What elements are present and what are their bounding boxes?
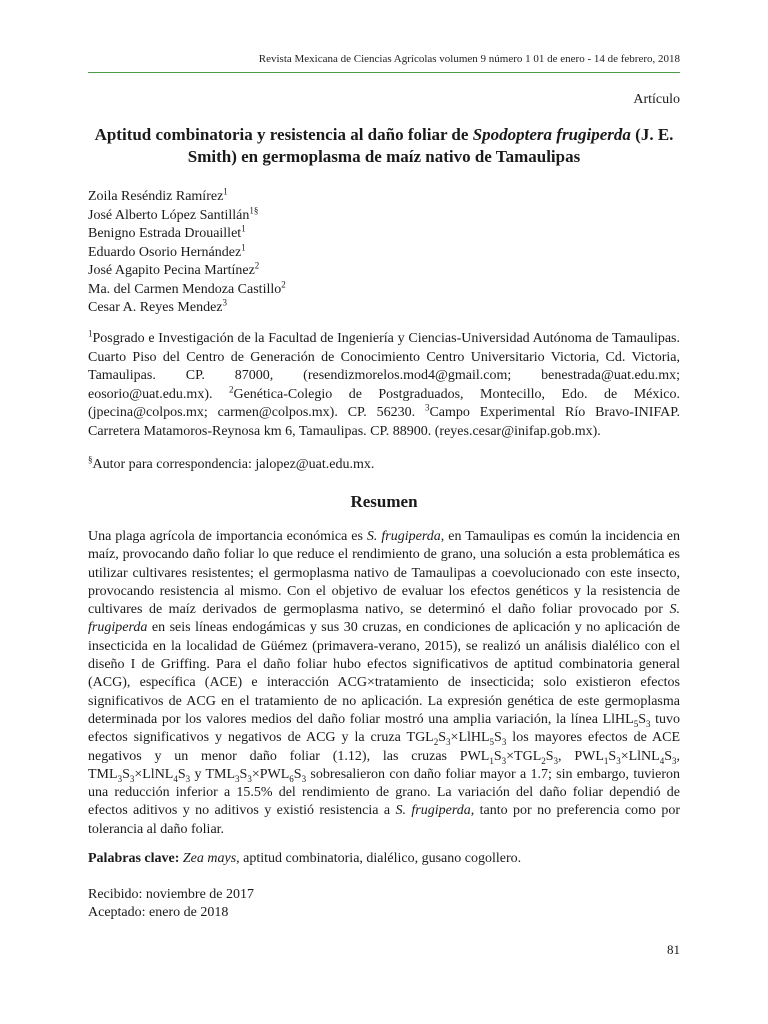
author: José Agapito Pecina Martínez$^2$ <box>88 260 260 278</box>
affiliations: $^1$Posgrado e Investigación de la Facultad de Ingeniería y Ciencias-Universidad Autónoma de Tamaulipas. Cuarto Piso del Centro de Generación de Conocimiento Centro Universitario Victoria, Cd. Victoria, Tamaulipas. CP. 87000, (resendizmorelos.mod4@gmail.com; benestrada@uat.edu.mx; eosorio@uat.edu.mx). $^2$Genética-Colegio de Postgraduados, Montecillo, Edo. de México. (jpecina@colpos.mx; carmen@colpos.mx). CP. 56230. $^3$Campo Experimental Río Bravo-INIFAP. Carretera Matamoros-Reynosa km 6, Tamaulipas. CP. 88900. (reyes.cesar@inifap.gob.mx). <box>88 328 680 439</box>
author: José Alberto López Santillán$^{1\S}$ <box>88 204 259 223</box>
title-part-1: Aptitud combinatoria y resistencia al daño foliar de <box>94 125 473 144</box>
header-rule <box>88 72 680 73</box>
title-species: Spodoptera frugiperda <box>472 125 631 144</box>
author: Benigno Estrada Drouaillet$^1$ <box>88 223 246 241</box>
author: Eduardo Osorio Hernández$^1$ <box>88 241 246 260</box>
received-date: Recibido: noviembre de 2017 <box>88 887 255 902</box>
abstract-body: Una plaga agrícola de importancia económica es S. frugiperda, en Tamaulipas es común la incidencia en maíz, provocando daño foliar lo que reduce el rendimiento de grano, una solución a esta problemática es utilizar cultivares resistentes; el germoplasma nativo de Tamaulipas a coevolucionado con este insecto, provocando resistencia al mismo. Con el objetivo de evaluar los efectos genéticos y la resistencia de cultivares de maíz derivados de germoplasma nativo, se determinó el daño foliar provocado por S. frugiperda en seis líneas endogámicas y sus 30 cruzas, en condiciones de aplicación y no aplicación de insecticida en la localidad de Güémez (primavera-verano, 2015), se realizó un análisis dialélico con el diseño I de Griffing. Para el daño foliar hubo efectos significativos de aptitud combinatoria general (ACG), específica (ACE) e interacción ACG×tratamiento de insecticida; solo existieron efectos significativos de ACG en el tratamiento de no aplicación. La expresión genética de este germoplasma determinada por los valores medios del daño foliar mostró una amplia variación, la línea $LlHL_5S_3$ tuvo efectos significativos y negativos de ACG y la cruza $TGL_2S_3\times LlHL_5S_3$ los mayores efectos de ACE negativos y un menor daño foliar (1.12), las cruzas $PWL_1S_3\times TGL_2S_3$, $PWL_1S_3\times LlNL_4S_3$, $TML_3S_3\times LlNL_4S_3$ y $TML_3S_3\times PWL_6S_3$ sobresalieron con daño foliar mayor a 1.7; sin embargo, tuvieron una reducción inferior a 15.5% del rendimiento de grano. La variación del daño foliar dependió de efectos aditivos y no aditivos y existió resistencia a S. frugiperda, tanto por no preferencia como por tolerancia al daño foliar. <box>88 529 681 837</box>
document-type: Artículo <box>633 92 680 107</box>
title-part-2: (J. E. Smith) en germoplasma de maíz nativo de Tamaulipas <box>187 125 674 166</box>
correspondence-note: §Autor para correspondencia: jalopez@uat.edu.mx. <box>88 454 375 472</box>
article-dates <box>88 886 488 922</box>
abstract-heading: Resumen <box>350 492 418 511</box>
author-list <box>88 188 488 318</box>
author: Cesar A. Reyes Mendez$^3$ <box>88 297 228 315</box>
accepted-date: Aceptado: enero de 2018 <box>88 905 229 920</box>
running-header: Revista Mexicana de Ciencias Agrícolas volumen 9 número 1 01 de enero - 14 de febrero, 2018 <box>258 53 680 65</box>
page-number: 81 <box>667 942 680 957</box>
article-title <box>88 124 680 168</box>
keywords: Palabras clave: Zea mays, aptitud combinatoria, dialélico, gusano cogollero. <box>88 851 522 866</box>
keywords-label: Palabras clave: <box>88 851 180 866</box>
author: Zoila Reséndiz Ramírez$^1$ <box>88 186 228 204</box>
author: Ma. del Carmen Mendoza Castillo$^2$ <box>88 278 286 297</box>
